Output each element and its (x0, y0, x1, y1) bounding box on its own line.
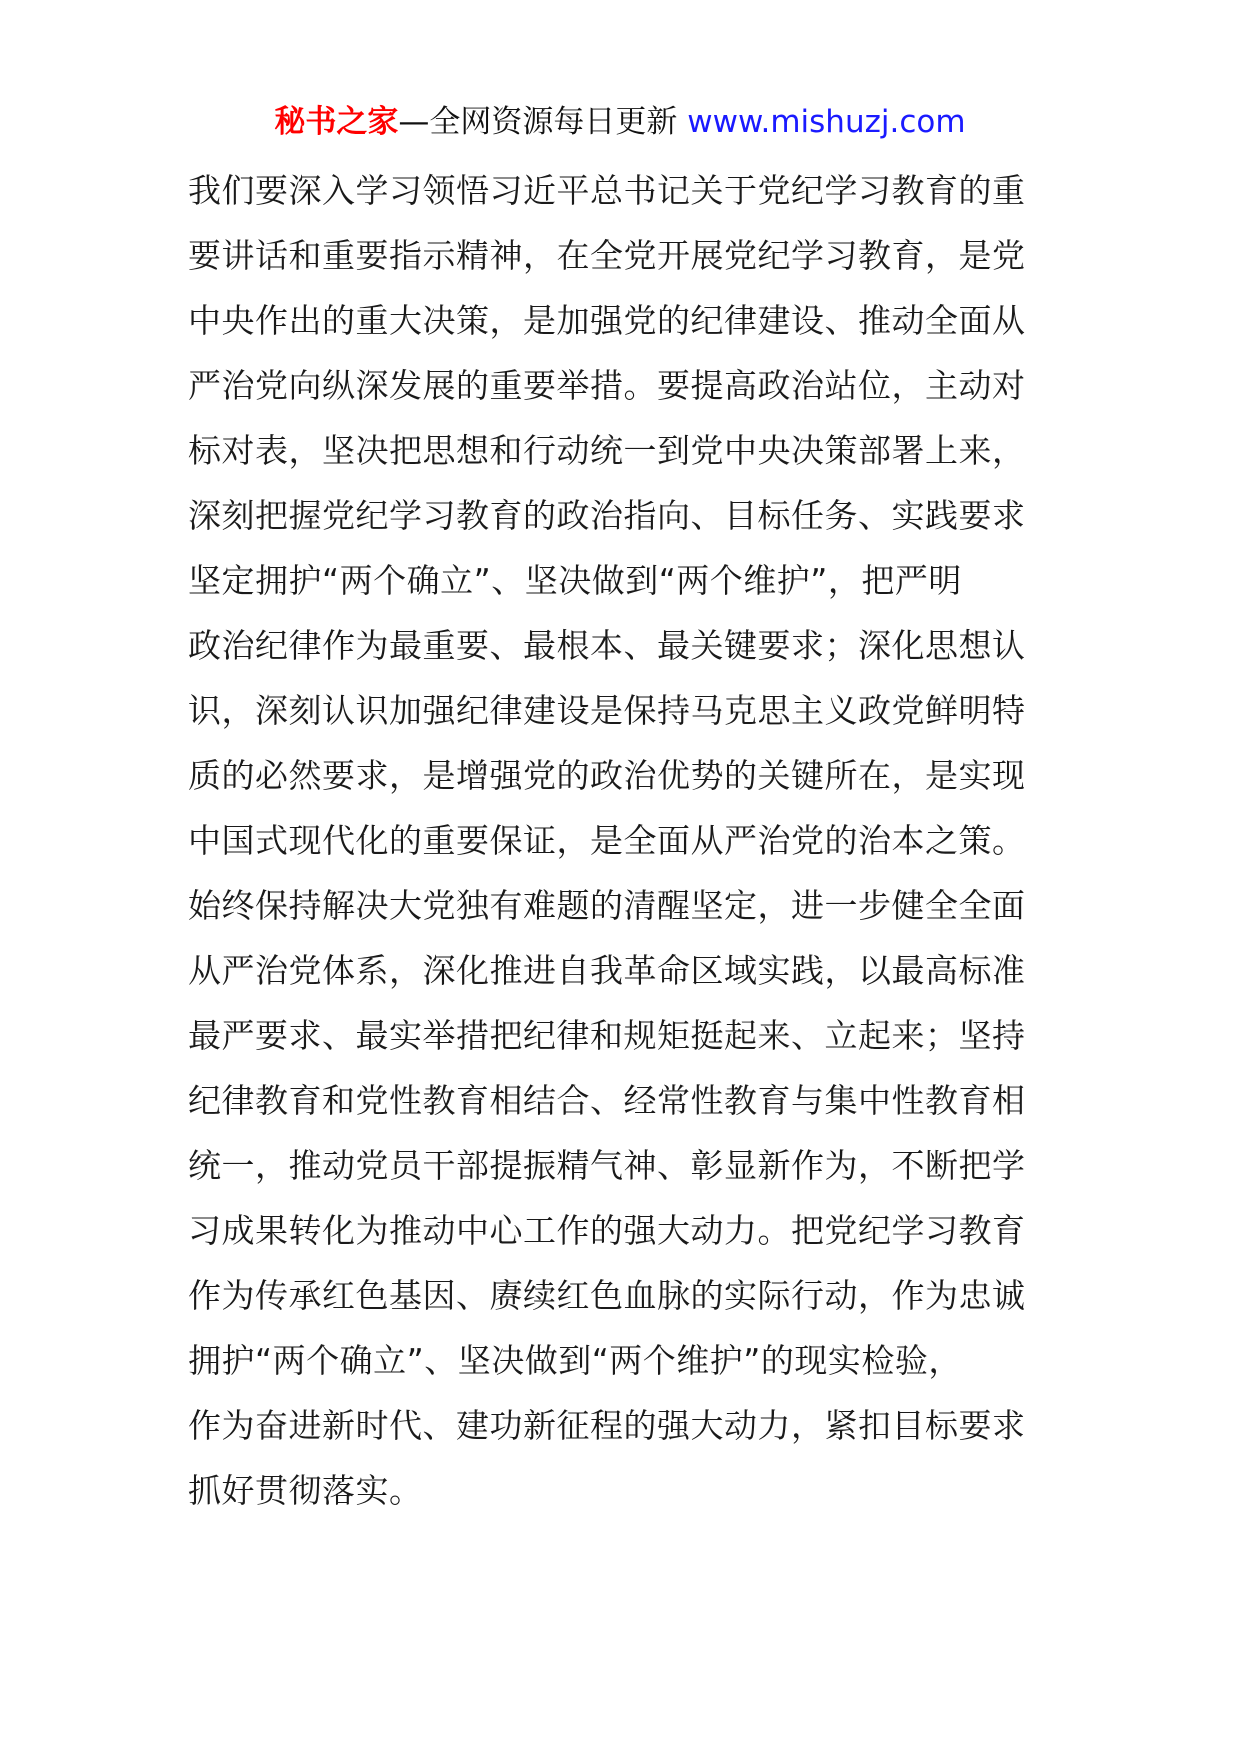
paragraph-line: 质的必然要求，是增强党的政治优势的关键所在，是实现 (188, 756, 1026, 795)
paragraph-line: 统一，推动党员干部提振精气神、彰显新作为，不断把学 (188, 1146, 1026, 1185)
document-body (188, 158, 1054, 1523)
paragraph-line: 抓好贯彻落实。 (188, 1471, 423, 1510)
paragraph-line: 纪律教育和党性教育相结合、经常性教育与集中性教育相 (188, 1081, 1026, 1120)
header-tagline: —全网资源每日更新 (398, 104, 678, 140)
site-url-link[interactable]: www.mishuzj.com (677, 104, 966, 140)
paragraph-line: 中央作出的重大决策，是加强党的纪律建设、推动全面从 (188, 301, 1026, 340)
brand-name: 秘书之家 (274, 104, 399, 140)
paragraph-line: 最严要求、最实举措把纪律和规矩挺起来、立起来；坚持 (188, 1016, 1026, 1055)
paragraph-line: 始终保持解决大党独有难题的清醒坚定，进一步健全全面 (188, 886, 1026, 925)
paragraph-line: 拥护“两个确立”、坚决做到“两个维护”的现实检验， (188, 1341, 962, 1380)
paragraph-line: 要讲话和重要指示精神，在全党开展党纪学习教育，是党 (188, 236, 1026, 275)
paragraph-line: 深刻把握党纪学习教育的政治指向、目标任务、实践要求 (188, 496, 1026, 535)
paragraph-line: 严治党向纵深发展的重要举措。要提高政治站位，主动对 (188, 366, 1026, 405)
paragraph-line: 政治纪律作为最重要、最根本、最关键要求；深化思想认 (188, 626, 1026, 665)
paragraph-line: 从严治党体系，深化推进自我革命区域实践，以最高标准 (188, 951, 1026, 990)
paragraph-line: 中国式现代化的重要保证，是全面从严治党的治本之策。 (188, 821, 1026, 860)
paragraph-line: 习成果转化为推动中心工作的强大动力。把党纪学习教育 (188, 1211, 1026, 1250)
paragraph-line: 识，深刻认识加强纪律建设是保持马克思主义政党鲜明特 (188, 691, 1026, 730)
watermark-header (0, 100, 1240, 144)
paragraph-line: 我们要深入学习领悟习近平总书记关于党纪学习教育的重 (188, 171, 1026, 210)
paragraph-line: 作为奋进新时代、建功新征程的强大动力，紧扣目标要求 (188, 1406, 1026, 1445)
paragraph-line: 标对表，坚决把思想和行动统一到党中央决策部署上来， (188, 431, 1026, 470)
paragraph-line: 坚定拥护“两个确立”、坚决做到“两个维护”，把严明 (188, 561, 962, 600)
paragraph-line: 作为传承红色基因、赓续红色血脉的实际行动，作为忠诚 (188, 1276, 1026, 1315)
